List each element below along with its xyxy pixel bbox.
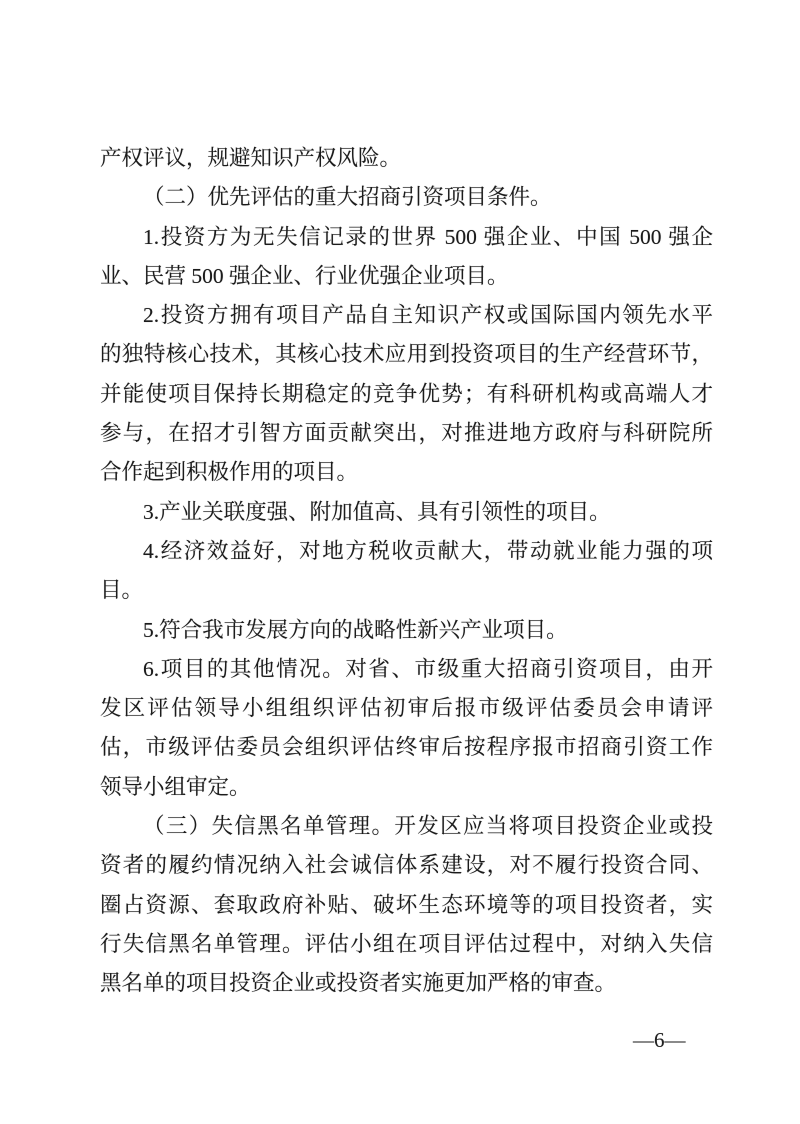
text-line: 黑名单的项目投资企业或投资者实施更加严格的审查。 — [100, 971, 617, 996]
text-line: 估，市级评估委员会组织评估终审后按程序报市招商引资工作 — [100, 735, 713, 760]
text-line: 发区评估领导小组组织评估初审后报市级评估委员会申请评 — [100, 696, 713, 721]
text-line: （三）失信黑名单管理。开发区应当将项目投资企业或投 — [143, 814, 713, 839]
text-line: 产权评议，规避知识产权风险。 — [100, 146, 402, 170]
document-text — [100, 139, 713, 1004]
text-line: 的独特核心技术，其核心技术应用到投资项目的生产经营环节， — [100, 342, 713, 367]
text-line: （二）优先评估的重大招商引资项目条件。 — [143, 185, 552, 210]
text-line: 领导小组审定。 — [100, 774, 251, 799]
text-line: 3.产业关联度强、附加值高、具有引领性的项目。 — [143, 499, 611, 524]
text-line: 5.符合我市发展方向的战略性新兴产业项目。 — [143, 617, 568, 642]
text-line: 参与，在招才引智方面贡献突出，对推进地方政府与科研院所 — [100, 421, 713, 446]
text-line: 4.经济效益好，对地方税收贡献大，带动就业能力强的项 — [143, 538, 713, 563]
text-line: 业、民营 500 强企业、行业优强企业项目。 — [100, 263, 509, 288]
text-line: 2.投资方拥有项目产品自主知识产权或国际国内领先水平 — [143, 303, 713, 328]
text-line: 6.项目的其他情况。对省、市级重大招商引资项目，由开 — [143, 656, 713, 681]
text-line: 行失信黑名单管理。评估小组在项目评估过程中，对纳入失信 — [100, 931, 713, 956]
text-line: 合作起到积极作用的项目。 — [100, 460, 359, 485]
page-number: —6— — [633, 1028, 686, 1052]
text-line: 目。 — [100, 578, 144, 603]
text-line: 1.投资方为无失信记录的世界 500 强企业、中国 500 强企 — [143, 224, 713, 249]
text-line: 并能使项目保持长期稳定的竞争优势；有科研机构或高端人才 — [100, 381, 713, 406]
text-line: 圈占资源、套取政府补贴、破坏生态环境等的项目投资者，实 — [100, 892, 713, 917]
text-line: 资者的履约情况纳入社会诚信体系建设，对不履行投资合同、 — [100, 853, 713, 878]
